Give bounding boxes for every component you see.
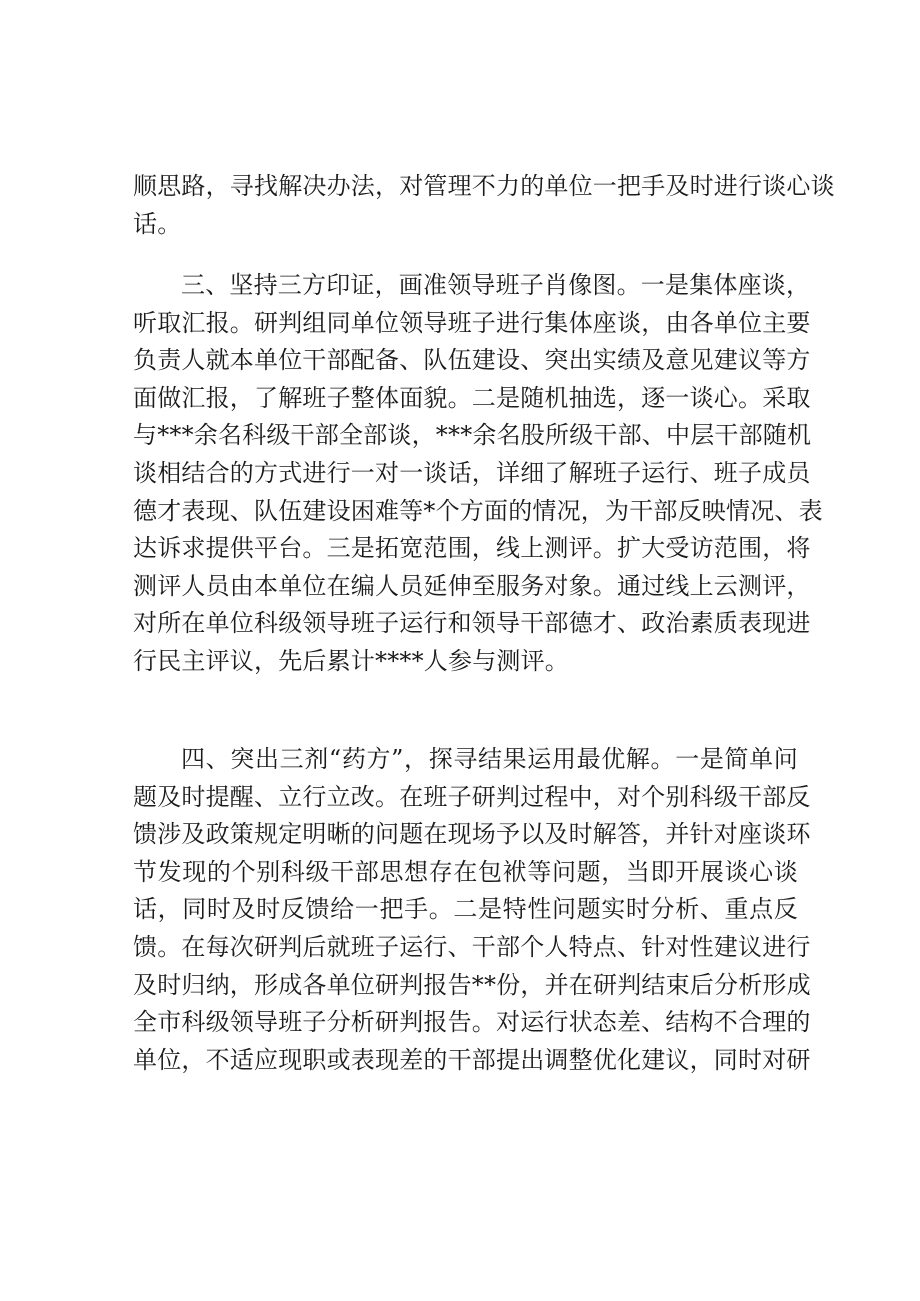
text-line: 测评人员由本单位在编人员延伸至服务对象。通过线上云测评， <box>133 571 811 600</box>
section-heading-line: 三、坚持三方印证，画准领导班子肖像图。一是集体座谈， <box>181 271 811 299</box>
text-line: 馈。在每次研判后就班子运行、干部个人特点、针对性建议进行 <box>133 932 811 961</box>
text-line: 达诉求提供平台。三是拓宽范围，线上测评。扩大受访范围，将 <box>133 534 811 563</box>
text-line: 对所在单位科级领导班子运行和领导干部德才、政治素质表现进 <box>133 609 811 638</box>
text-line: 话。 <box>133 209 182 238</box>
text-line: 与***余名科级干部全部谈，***余名股所级干部、中层干部随机 <box>133 421 812 450</box>
paragraph-continuation <box>133 168 835 243</box>
text-line: 节发现的个别科级干部思想存在包袱等问题，当即开展谈心谈 <box>133 857 798 886</box>
text-line: 全市科级领导班子分析研判报告。对运行状态差、结构不合理的 <box>133 1008 811 1037</box>
text-line: 题及时提醒、立行立改。在班子研判过程中，对个别科级干部反 <box>133 782 811 811</box>
text-line: 谈相结合的方式进行一对一谈话，详细了解班子运行、班子成员 <box>133 458 811 487</box>
paragraph-section-four <box>133 741 811 1079</box>
text-line: 馈涉及政策规定明晰的问题在现场予以及时解答，并针对座谈环 <box>133 820 811 849</box>
text-line: 单位，不适应现职或表现差的干部提出调整优化建议，同时对研 <box>133 1045 811 1074</box>
text-line: 负责人就本单位干部配备、队伍建设、突出实绩及意见建议等方 <box>133 346 811 375</box>
text-line: 及时归纳，形成各单位研判报告**份，并在研判结束后分析形成 <box>133 970 811 999</box>
text-line: 面做汇报，了解班子整体面貌。二是随机抽选，逐一谈心。采取 <box>133 383 811 412</box>
text-line: 德才表现、队伍建设困难等*个方面的情况，为干部反映情况、表 <box>133 496 823 525</box>
text-line: 听取汇报。研判组同单位领导班子进行集体座谈，由各单位主要 <box>133 308 811 337</box>
text-line: 话，同时及时反馈给一把手。二是特性问题实时分析、重点反 <box>133 895 798 924</box>
text-line: 顺思路，寻找解决办法，对管理不力的单位一把手及时进行谈心谈 <box>133 172 835 200</box>
paragraph-section-three <box>133 267 823 681</box>
section-heading-line: 四、突出三剂“药方”，探寻结果运用最优解。一是简单问 <box>181 745 798 773</box>
text-line: 行民主评议，先后累计****人参与测评。 <box>133 646 569 675</box>
